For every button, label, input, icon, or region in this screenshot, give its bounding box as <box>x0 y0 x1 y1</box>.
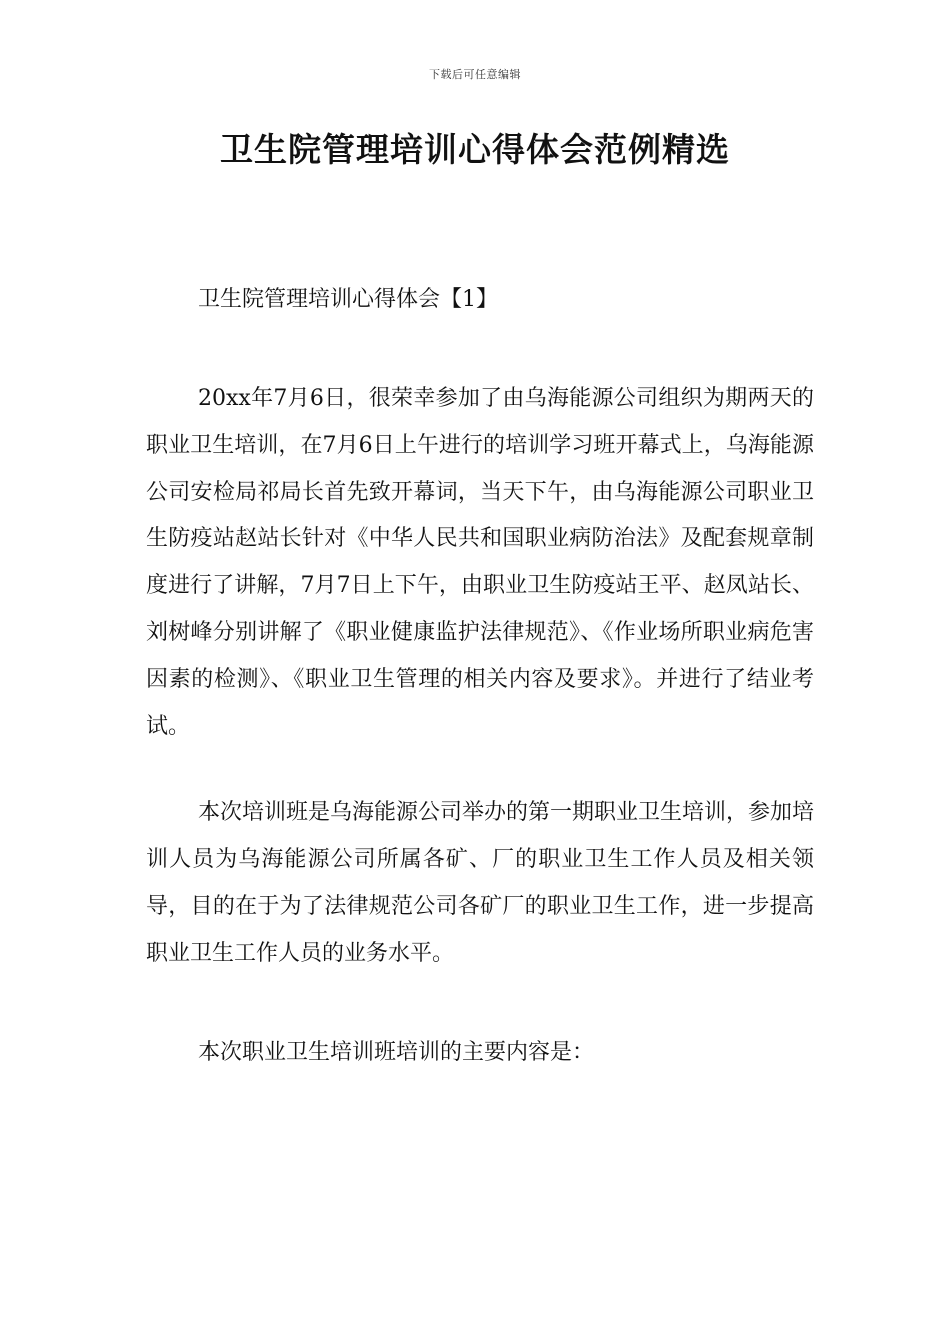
document-title: 卫生院管理培训心得体会范例精选 <box>220 130 730 169</box>
paragraph-1: 20xx年7月6日，很荣幸参加了由乌海能源公司组织为期两天的职业卫生培训，在7月6日上午进行的培训学习班开幕式上，乌海能源公司安检局祁局长首先致开幕词，当天下午，由乌海能源公司职业卫生防疫站赵站长针对《中华人民共和国职业病防治法》及配套规章制度进行了讲解，7月7日上下午，由职业卫生防疫站王平、赵凤站长、刘树峰分别讲解了《职业健康监护法律规范》、《作业场所职业病危害因素的检测》、《职业卫生管理的相关内容及要求》。并进行了结业考试。 <box>146 386 814 739</box>
document-body <box>146 276 814 1076</box>
paragraph-3: 本次职业卫生培训班培训的主要内容是： <box>198 1039 595 1065</box>
paragraph-2: 本次培训班是乌海能源公司举办的第一期职业卫生培训，参加培训人员为乌海能源公司所属各矿、厂的职业卫生工作人员及相关领导，目的在于为了法律规范公司各矿厂的职业卫生工作，进一步提高职业卫生工作人员的业务水平。 <box>146 800 815 966</box>
section-heading: 卫生院管理培训心得体会【1】 <box>198 287 498 312</box>
header-note: 下载后可任意编辑 <box>429 68 521 81</box>
